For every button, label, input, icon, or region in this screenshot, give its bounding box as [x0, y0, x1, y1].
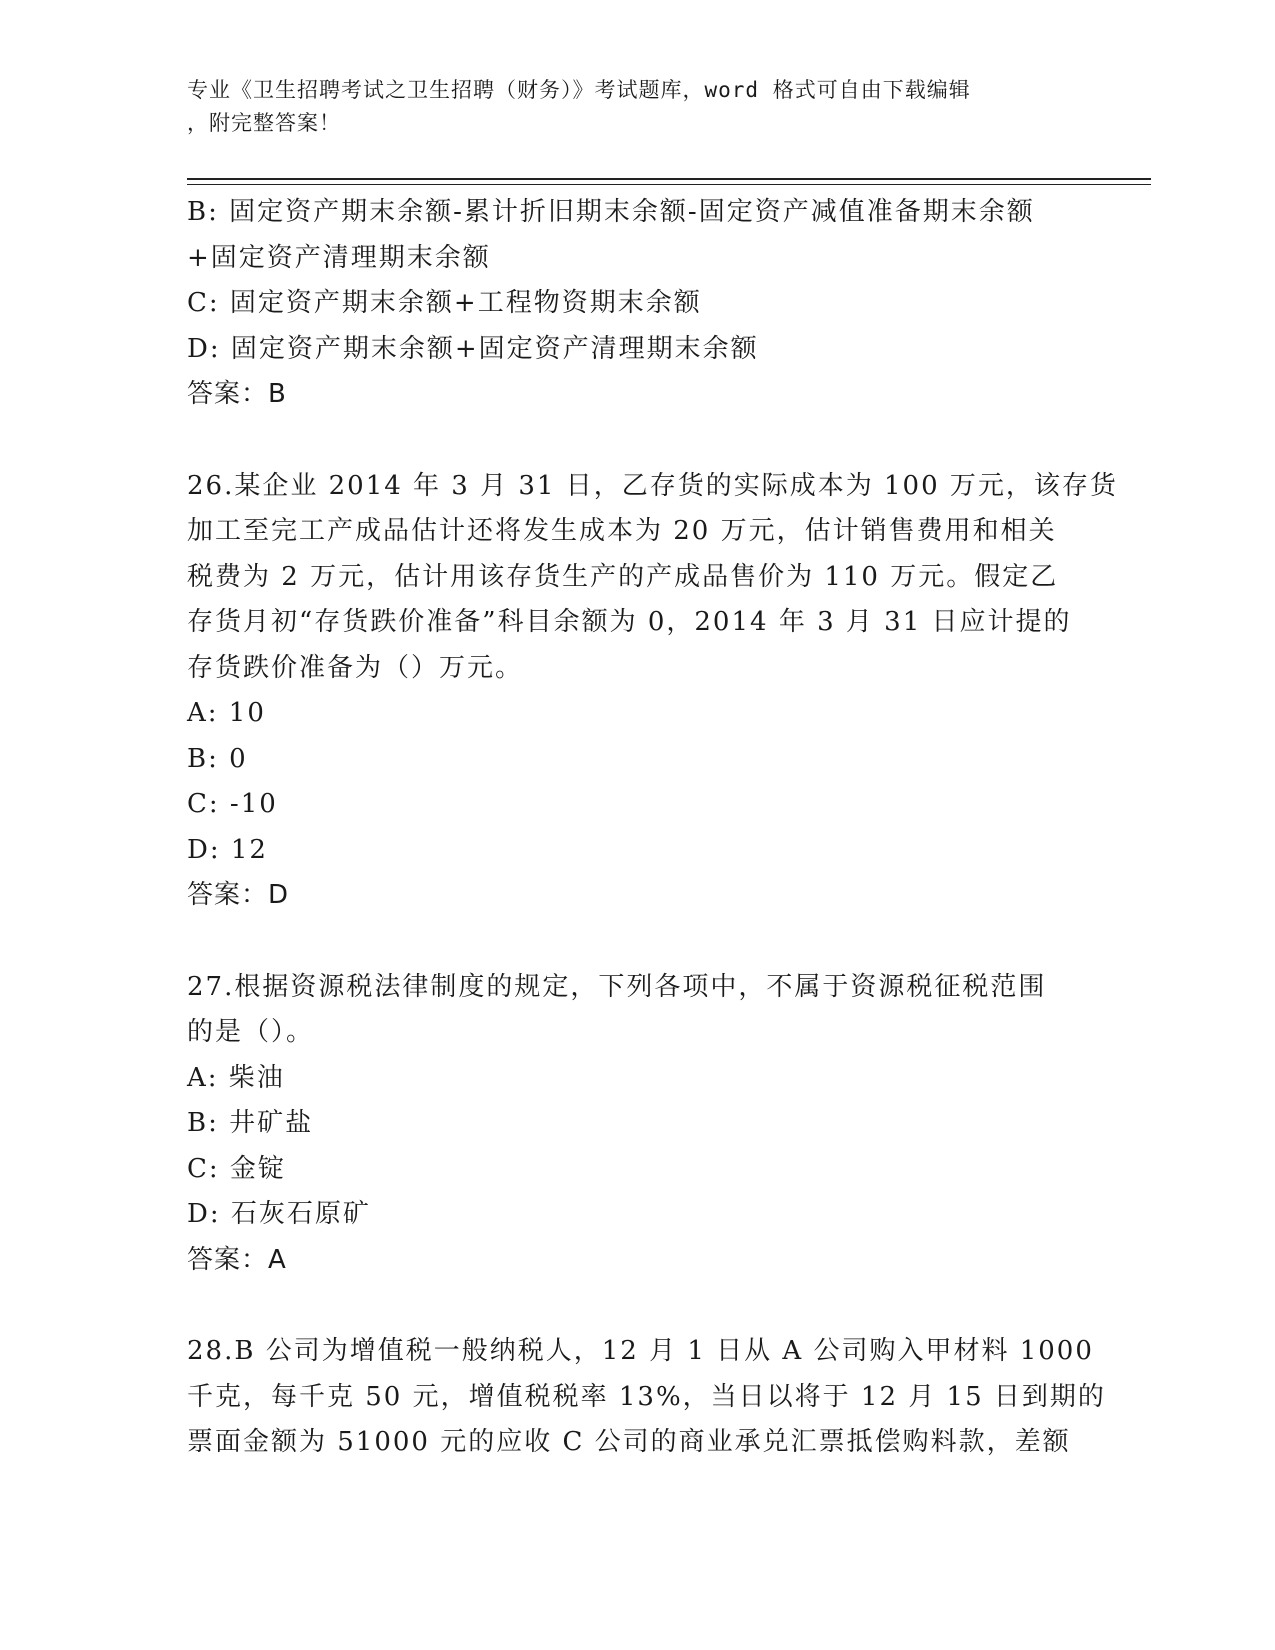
- header-rule-thin: [187, 184, 1151, 185]
- document-body: [187, 190, 1118, 1466]
- question-stem-line: 存货月初“存货跌价准备”科目余额为 0，2014 年 3 月 31 日应计提的: [187, 607, 1072, 637]
- header-rule-thick: [187, 178, 1151, 180]
- document-header: [187, 74, 1067, 140]
- answer: 答案：B: [187, 379, 287, 409]
- option-c: C: 金锭: [187, 1153, 286, 1184]
- option-d: D: 固定资产期末余额+固定资产清理期末余额: [187, 333, 759, 364]
- option-d: D: 石灰石原矿: [187, 1199, 371, 1229]
- question-28: [187, 1329, 1106, 1466]
- question-stem-line: 千克，每千克 50 元，增值税税率 13%，当日以将于 12 月 15 日到期的: [187, 1381, 1106, 1412]
- question-stem-line: 加工至完工产成品估计还将发生成本为 20 万元，估计销售费用和相关: [187, 516, 1057, 546]
- option-c: C: 固定资产期末余额+工程物资期末余额: [187, 288, 702, 318]
- header-title-line: 专业《卫生招聘考试之卫生招聘（财务）》考试题库，word 格式可自由下载编辑: [187, 78, 971, 102]
- answer: 答案：D: [187, 880, 290, 910]
- question-27: [187, 965, 1087, 1284]
- question-stem-line: 存货跌价准备为（）万元。: [187, 652, 524, 683]
- option-c: C: -10: [187, 789, 278, 819]
- option-b-continued: +固定资产清理期末余额: [187, 242, 491, 273]
- option-a: A: 10: [187, 698, 266, 728]
- option-b: B: 0: [187, 743, 248, 774]
- question-stem-line: 的是（）。: [187, 1017, 315, 1047]
- question-26: [187, 464, 1118, 919]
- option-d: D: 12: [187, 834, 268, 865]
- option-a: A: 柴油: [187, 1062, 285, 1093]
- option-b: B: 井矿盐: [187, 1108, 314, 1138]
- question-stem-line: 票面金额为 51000 元的应收 C 公司的商业承兑汇票抵偿购料款，差额: [187, 1427, 1071, 1457]
- option-b: B: 固定资产期末余额-累计折旧期末余额-固定资产减值准备期末余额: [187, 197, 1035, 227]
- header-title-line-continued: ，附完整答案！: [187, 111, 341, 135]
- question-stem-line: 26.某企业 2014 年 3 月 31 日，乙存货的实际成本为 100 万元，该存货: [187, 470, 1118, 501]
- question-stem-line: 28.B 公司为增值税一般纳税人，12 月 1 日从 A 公司购入甲材料 1000: [187, 1336, 1094, 1366]
- question-stem-line: 27.根据资源税法律制度的规定，下列各项中，不属于资源税征税范围: [187, 971, 1047, 1002]
- question-25: [187, 190, 1087, 418]
- answer: 答案：A: [187, 1244, 287, 1275]
- question-stem-line: 税费为 2 万元，估计用该存货生产的产成品售价为 110 万元。假定乙: [187, 561, 1059, 592]
